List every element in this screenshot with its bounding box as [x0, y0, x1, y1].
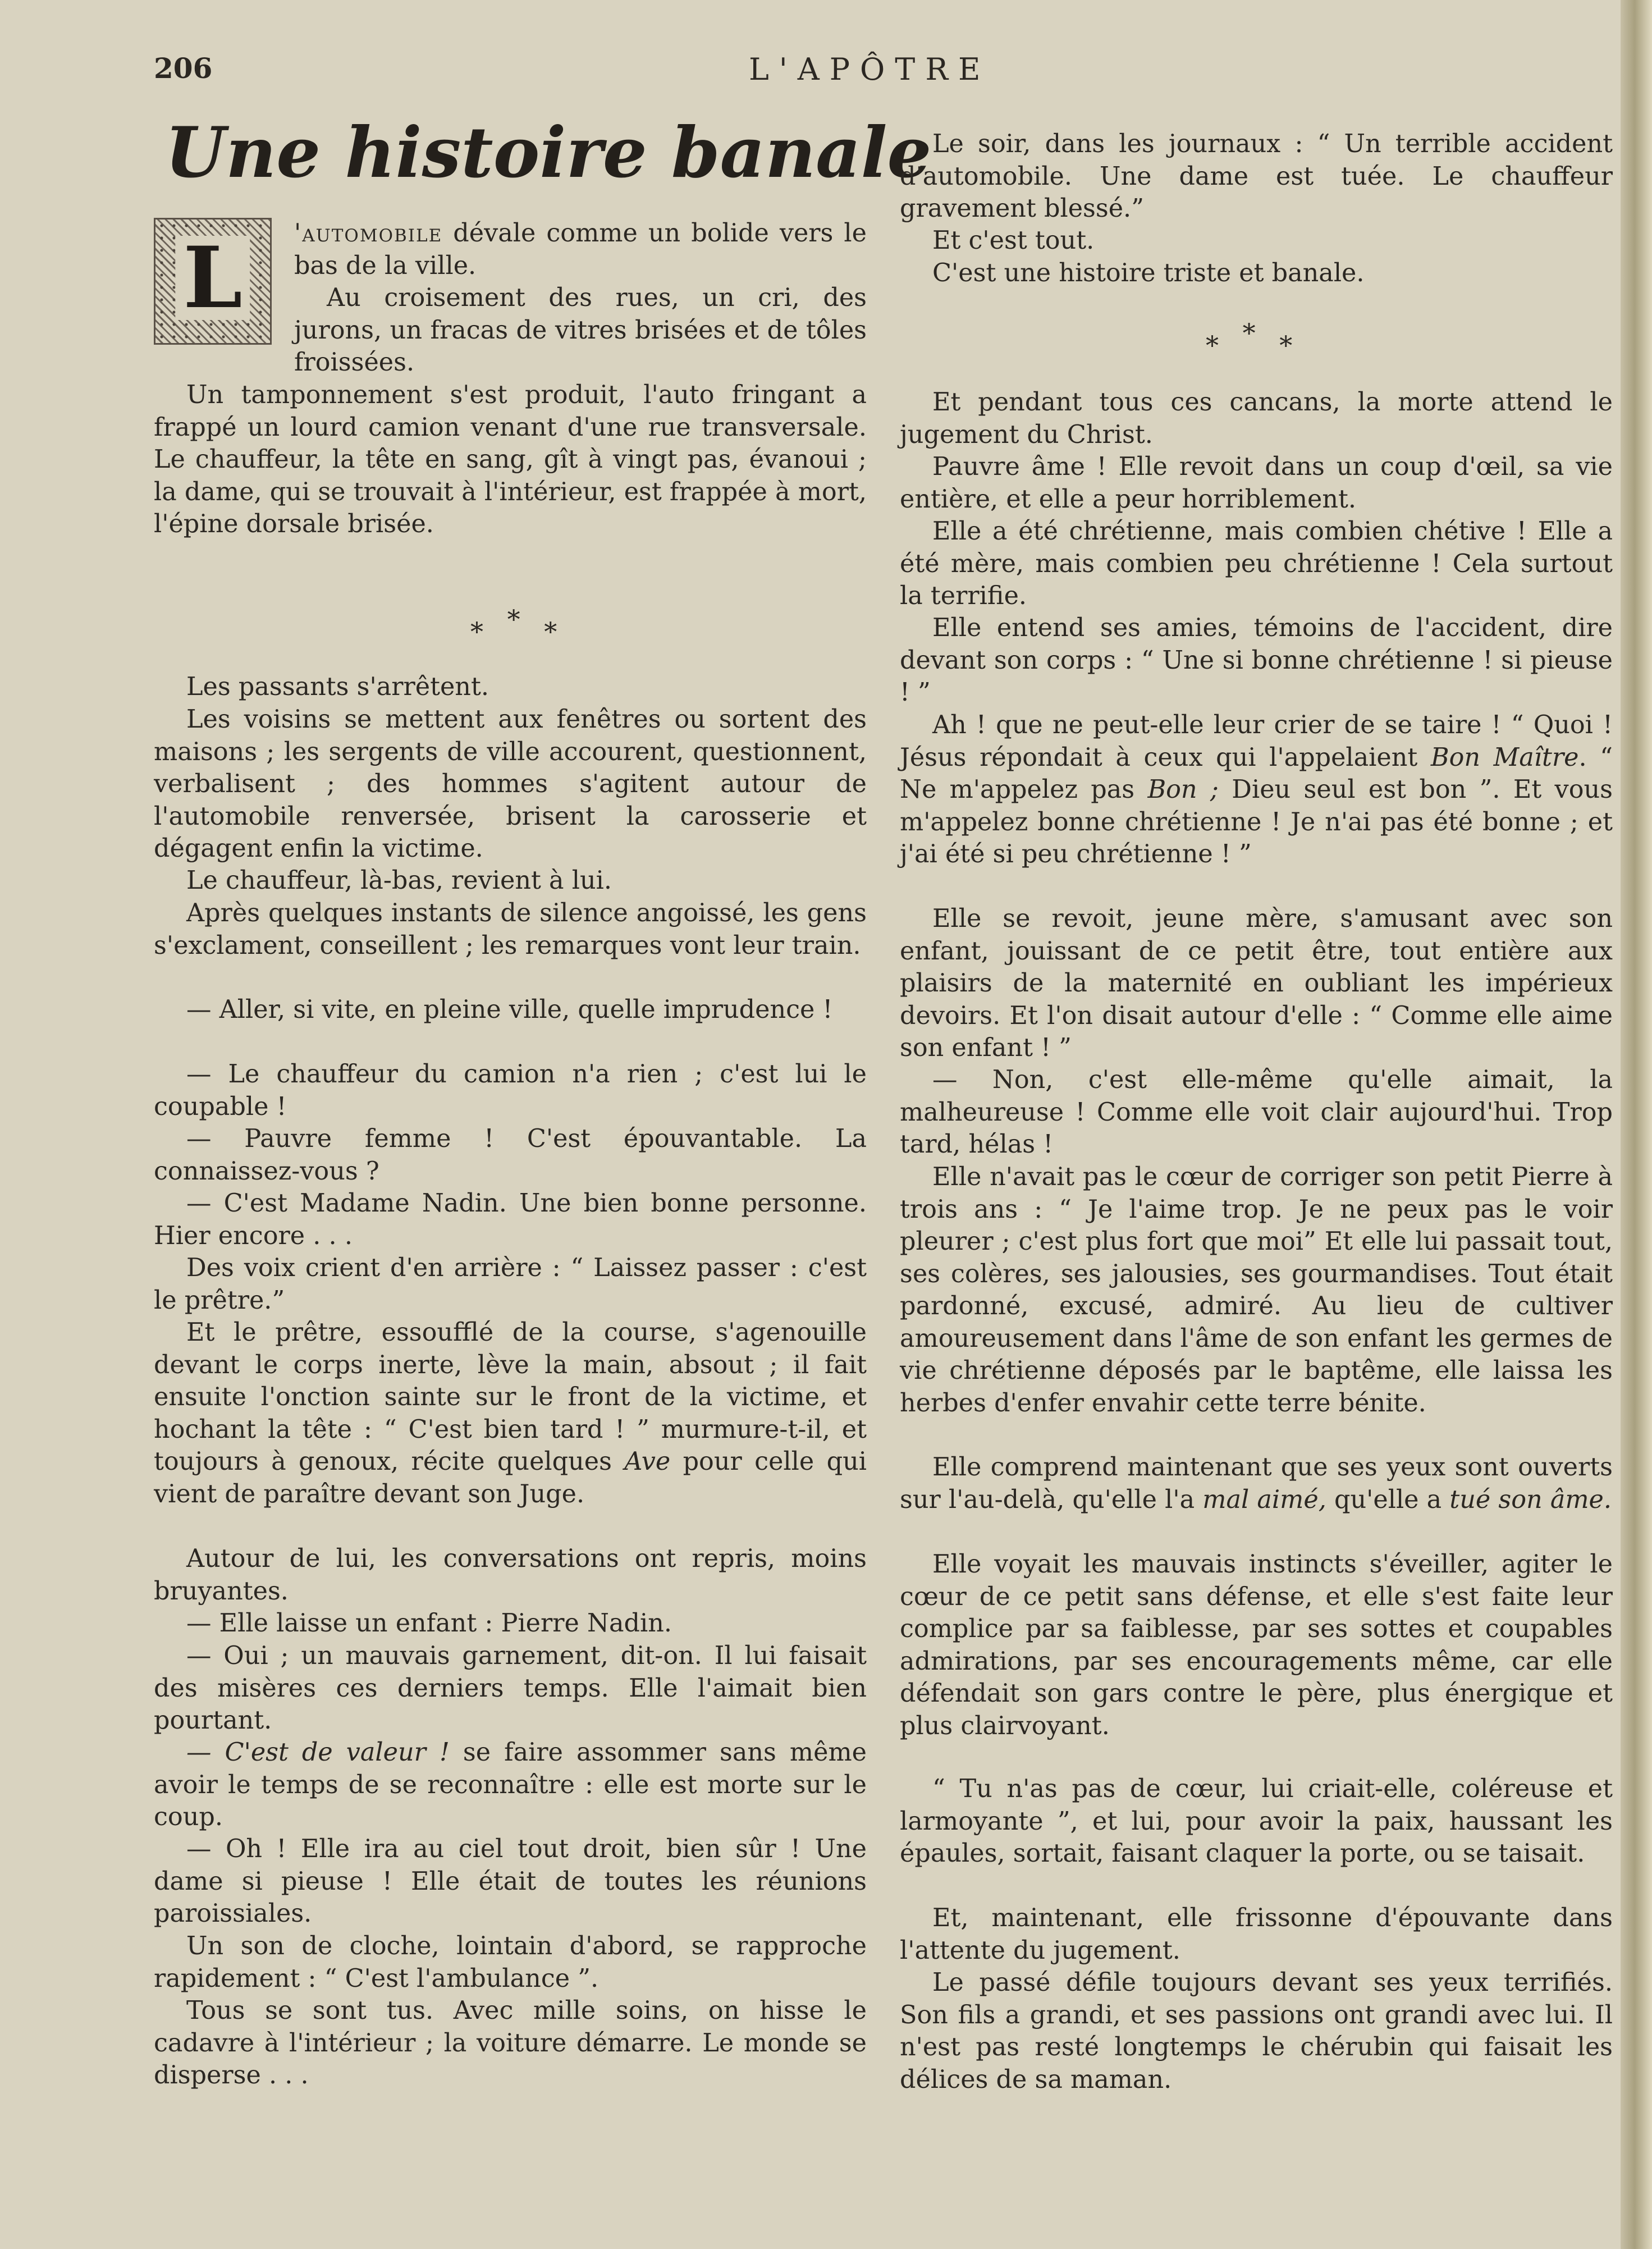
paragraph: Elle comprend maintenant que ses yeux sont ouverts sur l'au-delà, qu'elle l'a mal aimé, qu'elle a tué son âme. — [900, 1453, 1613, 1514]
paragraph: Et le prêtre, essoufflé de la course, s'agenouille devant le corps inerte, lève la main, absout ; il fait ensuite l'onction sainte sur le front de la victime, et hochant la tête : “ C'est bien tard ! ” murmure-t-il, et toujours à genoux, récite quelques Ave pour celle qui vient de paraître devant son Juge. — [154, 1318, 867, 1509]
paragraph: Elle n'avait pas le cœur de corriger son petit Pierre à trois ans : “ Je l'aime trop. Je ne peux pas le voir pleurer ; c'est plus fort que moi” Et elle lui passait tout, ses colères, ses jalousies, ses gourmandises. Tout était pardonné, excusé, admiré. Au lieu de cultiver amoureusement dans l'âme de son enfant les germes de vie chrétienne déposés par le baptême, elle laissa les herbes d'enfer envahir cette terre bénite. — [900, 1163, 1613, 1418]
paragraph: C'est une histoire triste et banale. — [932, 259, 1365, 287]
paragraph: Et pendant tous ces cancans, la morte attend le jugement du Christ. — [900, 388, 1613, 449]
paragraph: Et, maintenant, elle frissonne d'épouvante dans l'attente du jugement. — [900, 1904, 1613, 1965]
paragraph: — Le chauffeur du camion n'a rien ; c'est lui le coupable ! — [154, 1060, 867, 1121]
paragraph: Elle se revoit, jeune mère, s'amusant avec son enfant, jouissant de ce petit être, tout entière aux plaisirs de la maternité en oubliant les impérieux devoirs. Et l'on disait autour d'elle : “ Comme elle aime son enfant ! ” — [900, 904, 1613, 1062]
paragraph: — Oh ! Elle ira au ciel tout droit, bien sûr ! Une dame si pieuse ! Elle était de toutes les réunions paroissiales. — [154, 1835, 867, 1928]
paragraph: Le soir, dans les journaux : “ Un terrible accident d'automobile. Une dame est tuée. Le chauffeur gravement blessé.” — [900, 130, 1613, 223]
paragraph: Les passants s'arrêtent. — [186, 673, 489, 701]
paragraph: — Pauvre femme ! C'est épouvantable. La connaissez-vous ? — [154, 1124, 867, 1186]
paragraph: Tous se sont tus. Avec mille soins, on hisse le cadavre à l'intérieur ; la voiture démarre. Le monde se disperse . . . — [154, 1996, 867, 2090]
paragraph: Des voix crient d'en arrière : “ Laissez passer : c'est le prêtre.” — [154, 1254, 867, 1315]
page-edge-shadow — [1621, 0, 1652, 2249]
paragraph: Le passé défile toujours devant ses yeux terrifiés. Son fils a grandi, et ses passions ont grandi avec lui. Il n'est pas resté longtemps le chérubin qui faisait les délices de sa maman. — [900, 1968, 1613, 2094]
paragraph: Elle entend ses amies, témoins de l'accident, dire devant son corps : “ Une si bonne chrétienne ! si pieuse ! ” — [900, 614, 1613, 707]
paragraph: — Aller, si vite, en pleine ville, quelle imprudence ! — [186, 995, 833, 1024]
paragraph: Et c'est tout. — [932, 226, 1095, 255]
paragraph: Un tamponnement s'est produit, l'auto fringant a frappé un lourd camion venant d'une rue transversale. Le chauffeur, la tête en sang, gît à vingt pas, évanoui ; la dame, qui se trouvait à l'intérieur, est frappée à mort, l'épine dorsale brisée. — [154, 381, 867, 538]
paragraph: Au croisement des rues, un cri, des jurons, un fracas de vitres brisées et de tôles froissées. — [294, 284, 867, 377]
paragraph: — Oui ; un mauvais garnement, dit-on. Il lui faisait des misères ces derniers temps. Elle l'aimait bien pourtant. — [154, 1642, 867, 1735]
paragraph: Elle voyait les mauvais instincts s'éveiller, agiter le cœur de ce petit sans défense, et elle s'est faite leur complice par sa faiblesse, par ses sottes et coupables admirations, par ses encouragements même, car elle défendait son gars contre le père, plus énergique et plus clairvoyant. — [900, 1550, 1613, 1740]
paragraph: — C'est Madame Nadin. Une bien bonne personne. Hier encore . . . — [154, 1189, 867, 1250]
drop-cap-letter: L — [175, 236, 250, 320]
page-number: 206 — [154, 52, 213, 85]
section-separator: * * * — [1206, 318, 1301, 360]
paragraph: “ Tu n'as pas de cœur, lui criait-elle, coléreuse et larmoyante ”, et lui, pour avoir la paix, haussant les épaules, sortait, faisant claquer la porte, ou se taisait. — [900, 1775, 1613, 1868]
paragraph: 'automobile dévale comme un bolide vers le bas de la ville. — [294, 219, 867, 280]
ornamental-drop-cap — [154, 218, 272, 345]
paragraph: — Non, c'est elle-même qu'elle aimait, la malheureuse ! Comme elle voit clair aujourd'hui. Trop tard, hélas ! — [900, 1066, 1613, 1159]
paragraph: Elle a été chrétienne, mais combien chétive ! Elle a été mère, mais combien peu chrétienne ! Cela surtout la terrifie. — [900, 517, 1613, 610]
paragraph: Le chauffeur, là-bas, revient à lui. — [186, 866, 612, 895]
paragraph: Après quelques instants de silence angoissé, les gens s'exclament, conseillent ; les remarques vont leur train. — [154, 899, 867, 960]
paragraph: Pauvre âme ! Elle revoit dans un coup d'œil, sa vie entière, et elle a peur horriblement. — [900, 452, 1613, 514]
journal-title: L'APÔTRE — [749, 52, 991, 87]
running-head — [0, 52, 1652, 102]
paragraph: Ah ! que ne peut-elle leur crier de se taire ! “ Quoi ! Jésus répondait à ceux qui l'appelaient Bon Maître. “ Ne m'appelez pas Bon ; Dieu seul est bon ”. Et vous m'appelez bonne chrétienne ! Je n'ai pas été bonne ; et j'ai été si peu chrétienne ! ” — [900, 711, 1613, 868]
paragraph: Autour de lui, les conversations ont repris, moins bruyantes. — [154, 1544, 867, 1606]
paragraph: — Elle laisse un enfant : Pierre Nadin. — [186, 1609, 672, 1638]
article-title: Une histoire banale — [165, 112, 932, 194]
paragraph: Les voisins se mettent aux fenêtres ou sortent des maisons ; les sergents de ville accourent, questionnent, verbalisent ; des hommes s'agitent autour de l'automobile renversée, brisent la carosserie et dégagent enfin la victime. — [154, 705, 867, 863]
paragraph: Un son de cloche, lointain d'abord, se rapproche rapidement : “ C'est l'ambulance ”. — [154, 1932, 867, 1993]
first-word: 'automobile — [294, 219, 443, 248]
section-separator: * * * — [470, 604, 565, 647]
paragraph: — C'est de valeur ! se faire assommer sans même avoir le temps de se reconnaître : elle est morte sur le coup. — [154, 1738, 867, 1831]
